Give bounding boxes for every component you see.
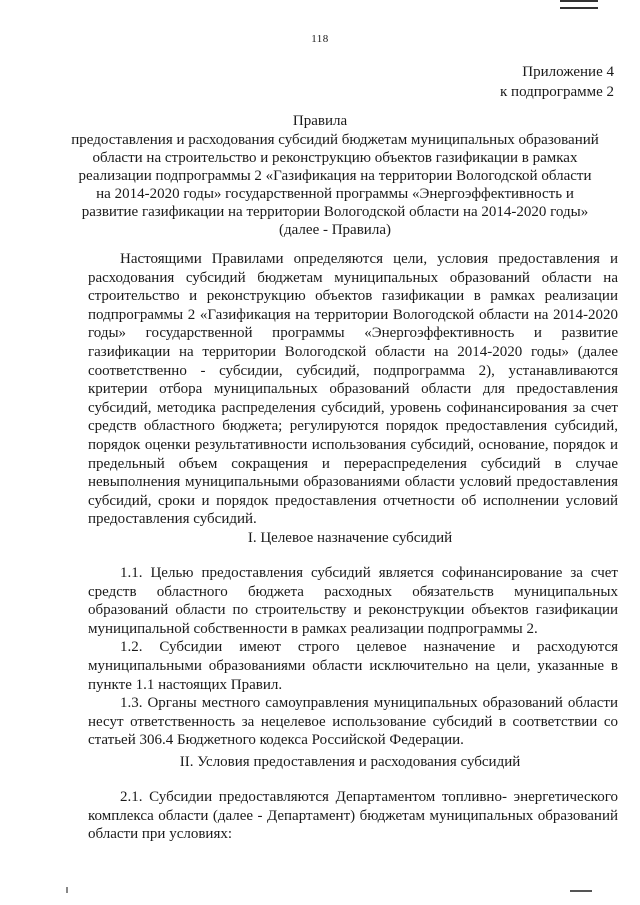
document-subtitle	[70, 131, 600, 239]
paragraph-2-1: 2.1. Субсидии предоставляются Департаментом топливно- энергетического комплекса области (далее - Департамент) бюджетам муниципальных образований области при условиях:	[88, 789, 618, 843]
scan-mark-bottom-right	[570, 890, 592, 895]
intro-block	[88, 250, 618, 529]
paragraph-1-1: 1.1. Целью предоставления субсидий является софинансирование за счет средств областного бюджета расходных обязательств муниципальных образований области по строительству и реконструкции объектов газификации муниципальной собственности в рамках реализации подпрограммы 2.	[88, 565, 618, 637]
subtitle-line: предоставления и расходования субсидий бюджетам муниципальных образований	[71, 132, 599, 148]
section-2-heading: II. Условия предоставления и расходования субсидий	[179, 754, 521, 770]
appendix-line-2: к подпрограмме 2	[500, 84, 614, 100]
section-1-heading: I. Целевое назначение субсидий	[247, 530, 453, 546]
paragraph-1-2: 1.2. Субсидии имеют строго целевое назначение и расходуются муниципальными образованиями области исключительно на цели, указанные в пункте 1.1 настоящих Правил.	[88, 639, 618, 693]
subtitle-line: на 2014-2020 годы» государственной программы «Энергоэффективность и	[96, 186, 574, 202]
document-title: Правила	[292, 113, 348, 129]
section-2-body	[88, 788, 618, 844]
intro-paragraph: Настоящими Правилами определяются цели, условия предоставления и расходования субсидий бюджетам муниципальных образований области на строительство и реконструкцию объектов газификации в рамках реализации подпрограммы 2 «Газификация на территории Вологодской области на 2014-2020 годы» государственной программы «Энергоэффективность и развитие газификации на территории Вологодской области на 2014-2020 годы» (далее соответственно - субсидии, субсидий, подпрограмма 2), устанавливаются критерии отбора муниципальных образований области для предоставления субсидий, методика распределения субсидий, уровень софинансирования за счет средств областного бюджета; регулируются порядок предоставления субсидий, порядок оценки результативности использования субсидий, основание, порядок и предельный объем сокращения и перераспределения субсидий в случае невыполнения муниципальными образованиями области условий предоставления субсидий, сроки и порядок предоставления отчетности об исполнении условий предоставления субсидий.	[88, 251, 618, 528]
appendix-line-1: Приложение 4	[522, 64, 614, 80]
scan-mark-bottom-left	[66, 887, 68, 893]
subtitle-line: (далее - Правила)	[279, 222, 391, 238]
subtitle-line: реализации подпрограммы 2 «Газификация на территории Вологодской области	[78, 168, 592, 184]
paragraph-1-3: 1.3. Органы местного самоуправления муниципальных образований области несут ответственность за нецелевое использование субсидий в соответствии со статьей 306.4 Бюджетного кодекса Российской Федерации.	[88, 695, 618, 749]
scan-mark-top	[560, 0, 598, 9]
section-1-body	[88, 564, 618, 750]
page-number: 118	[311, 33, 329, 45]
appendix-reference	[500, 62, 614, 102]
subtitle-line: области на строительство и реконструкцию объектов газификации в рамках	[92, 150, 578, 166]
subtitle-line: развитие газификации на территории Вологодской области на 2014-2020 годы»	[81, 204, 589, 220]
